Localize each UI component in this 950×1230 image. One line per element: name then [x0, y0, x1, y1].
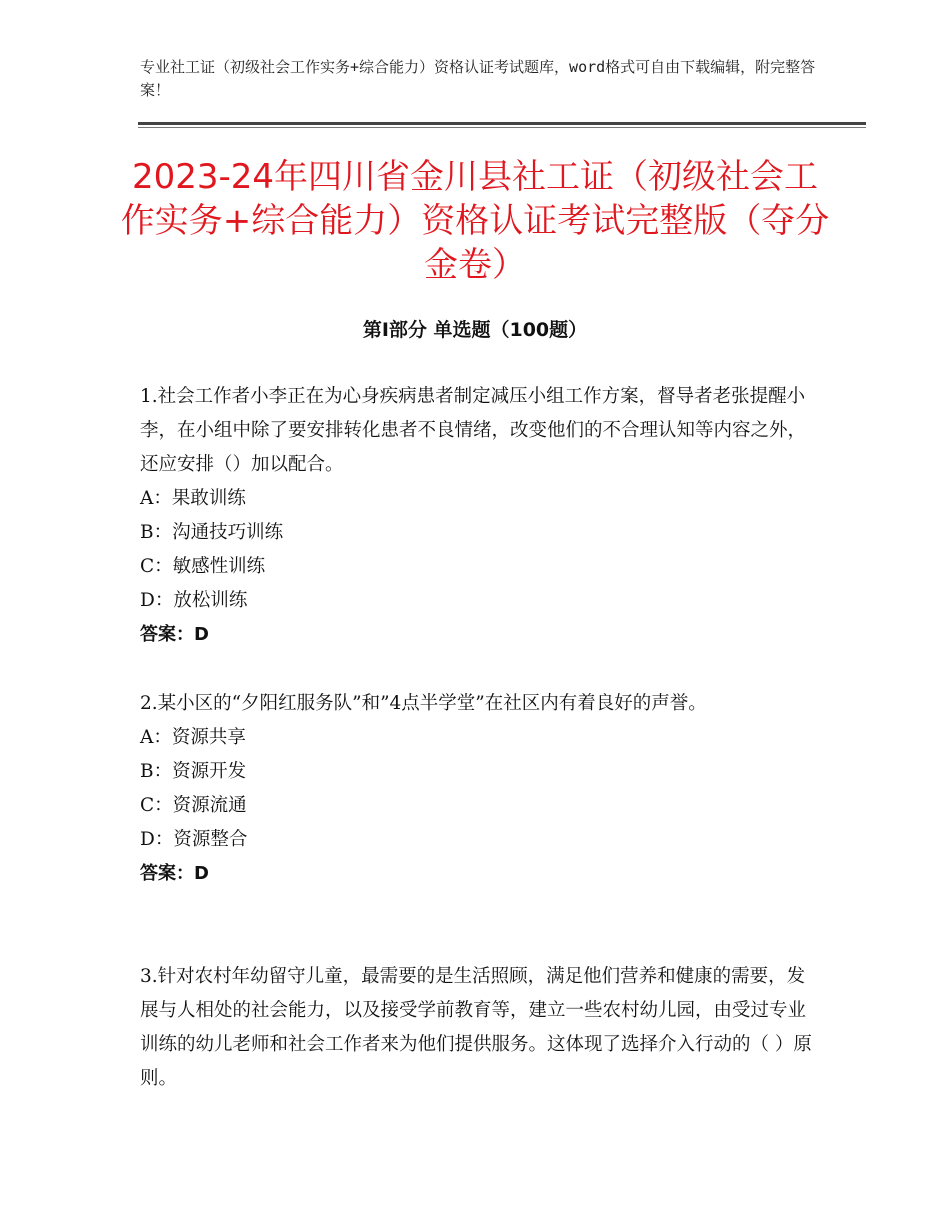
- option-c: C：资源流通: [140, 795, 247, 816]
- option-b: B：沟通技巧训练: [140, 522, 284, 543]
- question-stem: 1.社会工作者小李正在为心身疾病患者制定减压小组工作方案，督导者老张提醒小李，在小组中除了要安排转化患者不良情绪，改变他们的不合理认知等内容之外，还应安排（）加以配合。: [140, 386, 807, 475]
- answer-label: 答案：D: [140, 863, 209, 884]
- header-note: 专业社工证（初级社会工作实务+综合能力）资格认证考试题库，word格式可自由下载编辑，附完整答案！: [140, 58, 816, 99]
- option-d: D：资源整合: [140, 829, 248, 850]
- question-2: [140, 687, 820, 891]
- header-divider-thin: [138, 127, 866, 128]
- question-1: [140, 380, 820, 652]
- option-a: A：果敢训练: [140, 488, 246, 509]
- section-title: 第Ⅰ部分 单选题（100题）: [362, 319, 588, 341]
- question-stem: 3.针对农村年幼留守儿童，最需要的是生活照顾，满足他们营养和健康的需要，发展与人相处的社会能力，以及接受学前教育等，建立一些农村幼儿园，由受过专业训练的幼儿老师和社会工作者来为他们提供服务。这体现了选择介入行动的（ ）原则。: [140, 966, 812, 1089]
- answer-label: 答案：D: [140, 624, 209, 645]
- option-a: A：资源共享: [140, 727, 246, 748]
- header-divider: [138, 122, 866, 125]
- question-3: [140, 960, 820, 1096]
- option-b: B：资源开发: [140, 761, 247, 782]
- question-stem: 2.某小区的“夕阳红服务队”和”4点半学堂”在社区内有着良好的声誉。: [140, 693, 707, 714]
- option-c: C：敏感性训练: [140, 556, 266, 577]
- option-d: D：放松训练: [140, 590, 248, 611]
- document-title: 2023-24年四川省金川县社工证（初级社会工作实务+综合能力）资格认证考试完整版（夺分金卷）: [120, 157, 830, 285]
